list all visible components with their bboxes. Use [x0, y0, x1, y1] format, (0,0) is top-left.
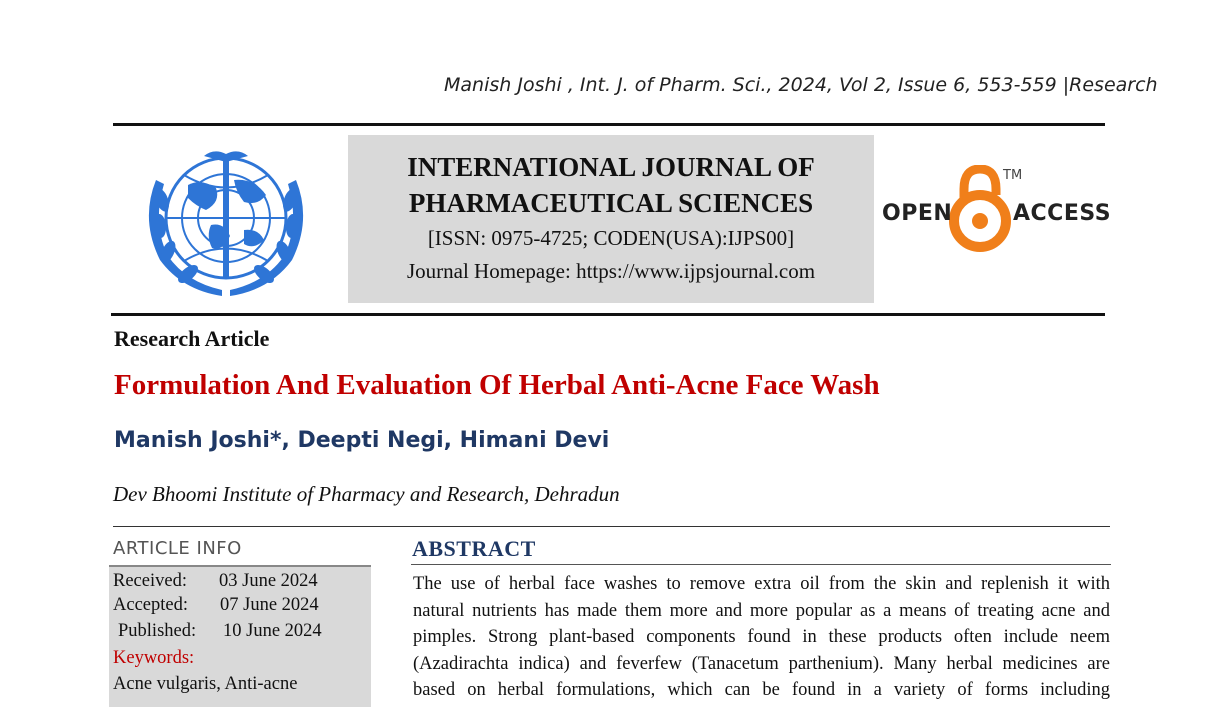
- journal-name-line2: PHARMACEUTICAL SCIENCES: [408, 188, 814, 218]
- open-access-access-text: ACCESS: [1013, 201, 1112, 226]
- published-date: 10 June 2024: [223, 621, 322, 641]
- received-label: Received:: [113, 571, 187, 591]
- abstract-heading: ABSTRACT: [412, 536, 536, 561]
- keywords-list: Acne vulgaris, Anti-acne: [113, 674, 298, 694]
- header-rule-top: [113, 123, 1105, 126]
- published-label: Published:: [118, 621, 197, 641]
- received-date: 03 June 2024: [219, 571, 318, 591]
- affiliation: Dev Bhoomi Institute of Pharmacy and Research, Dehradun: [113, 482, 620, 506]
- abstract-rule: [411, 564, 1111, 565]
- trademark-mark: TM: [1003, 168, 1023, 183]
- abstract-line: (Azadirachta indica) and feverfew (Tanacetum parthenium). Many herbal medicines are: [413, 653, 1110, 674]
- running-head: Manish Joshi , Int. J. of Pharm. Sci., 2024, Vol 2, Issue 6, 553-559 |Research: [444, 74, 1158, 96]
- journal-title-box: [348, 135, 874, 303]
- article-info-heading: ARTICLE INFO: [113, 538, 242, 559]
- abstract-body: [413, 571, 1110, 704]
- accepted-date: 07 June 2024: [220, 595, 319, 615]
- abstract-line: based on herbal formulations, which can be found in a variety of forms including: [413, 680, 1110, 700]
- abstract-line: pimples. Strong plant-based components found in these products often include neem: [413, 627, 1110, 647]
- author-list: Manish Joshi*, Deepti Negi, Himani Devi: [114, 428, 610, 453]
- article-type: Research Article: [114, 326, 270, 351]
- emblem-logo: [126, 140, 326, 306]
- article-info-box: [109, 565, 371, 707]
- open-access-open-text: OPEN: [882, 201, 953, 226]
- abstract-line: The use of herbal face washes to remove extra oil from the skin and replenish it with: [413, 574, 1110, 594]
- paper-title: Formulation And Evaluation Of Herbal Anti-Acne Face Wash: [114, 369, 880, 401]
- accepted-label: Accepted:: [113, 595, 188, 615]
- keywords-label: Keywords:: [113, 648, 195, 668]
- journal-name-line1: INTERNATIONAL JOURNAL OF: [407, 152, 815, 182]
- abstract-line: natural nutrients has made them more and more popular as a means of treating acne and: [413, 600, 1110, 621]
- section-divider: [113, 526, 1110, 527]
- header-rule-bottom: [111, 313, 1105, 316]
- journal-homepage[interactable]: Journal Homepage: https://www.ijpsjournal.com: [406, 259, 816, 283]
- journal-issn: [ISSN: 0975-4725; CODEN(USA):IJPS00]: [427, 226, 795, 250]
